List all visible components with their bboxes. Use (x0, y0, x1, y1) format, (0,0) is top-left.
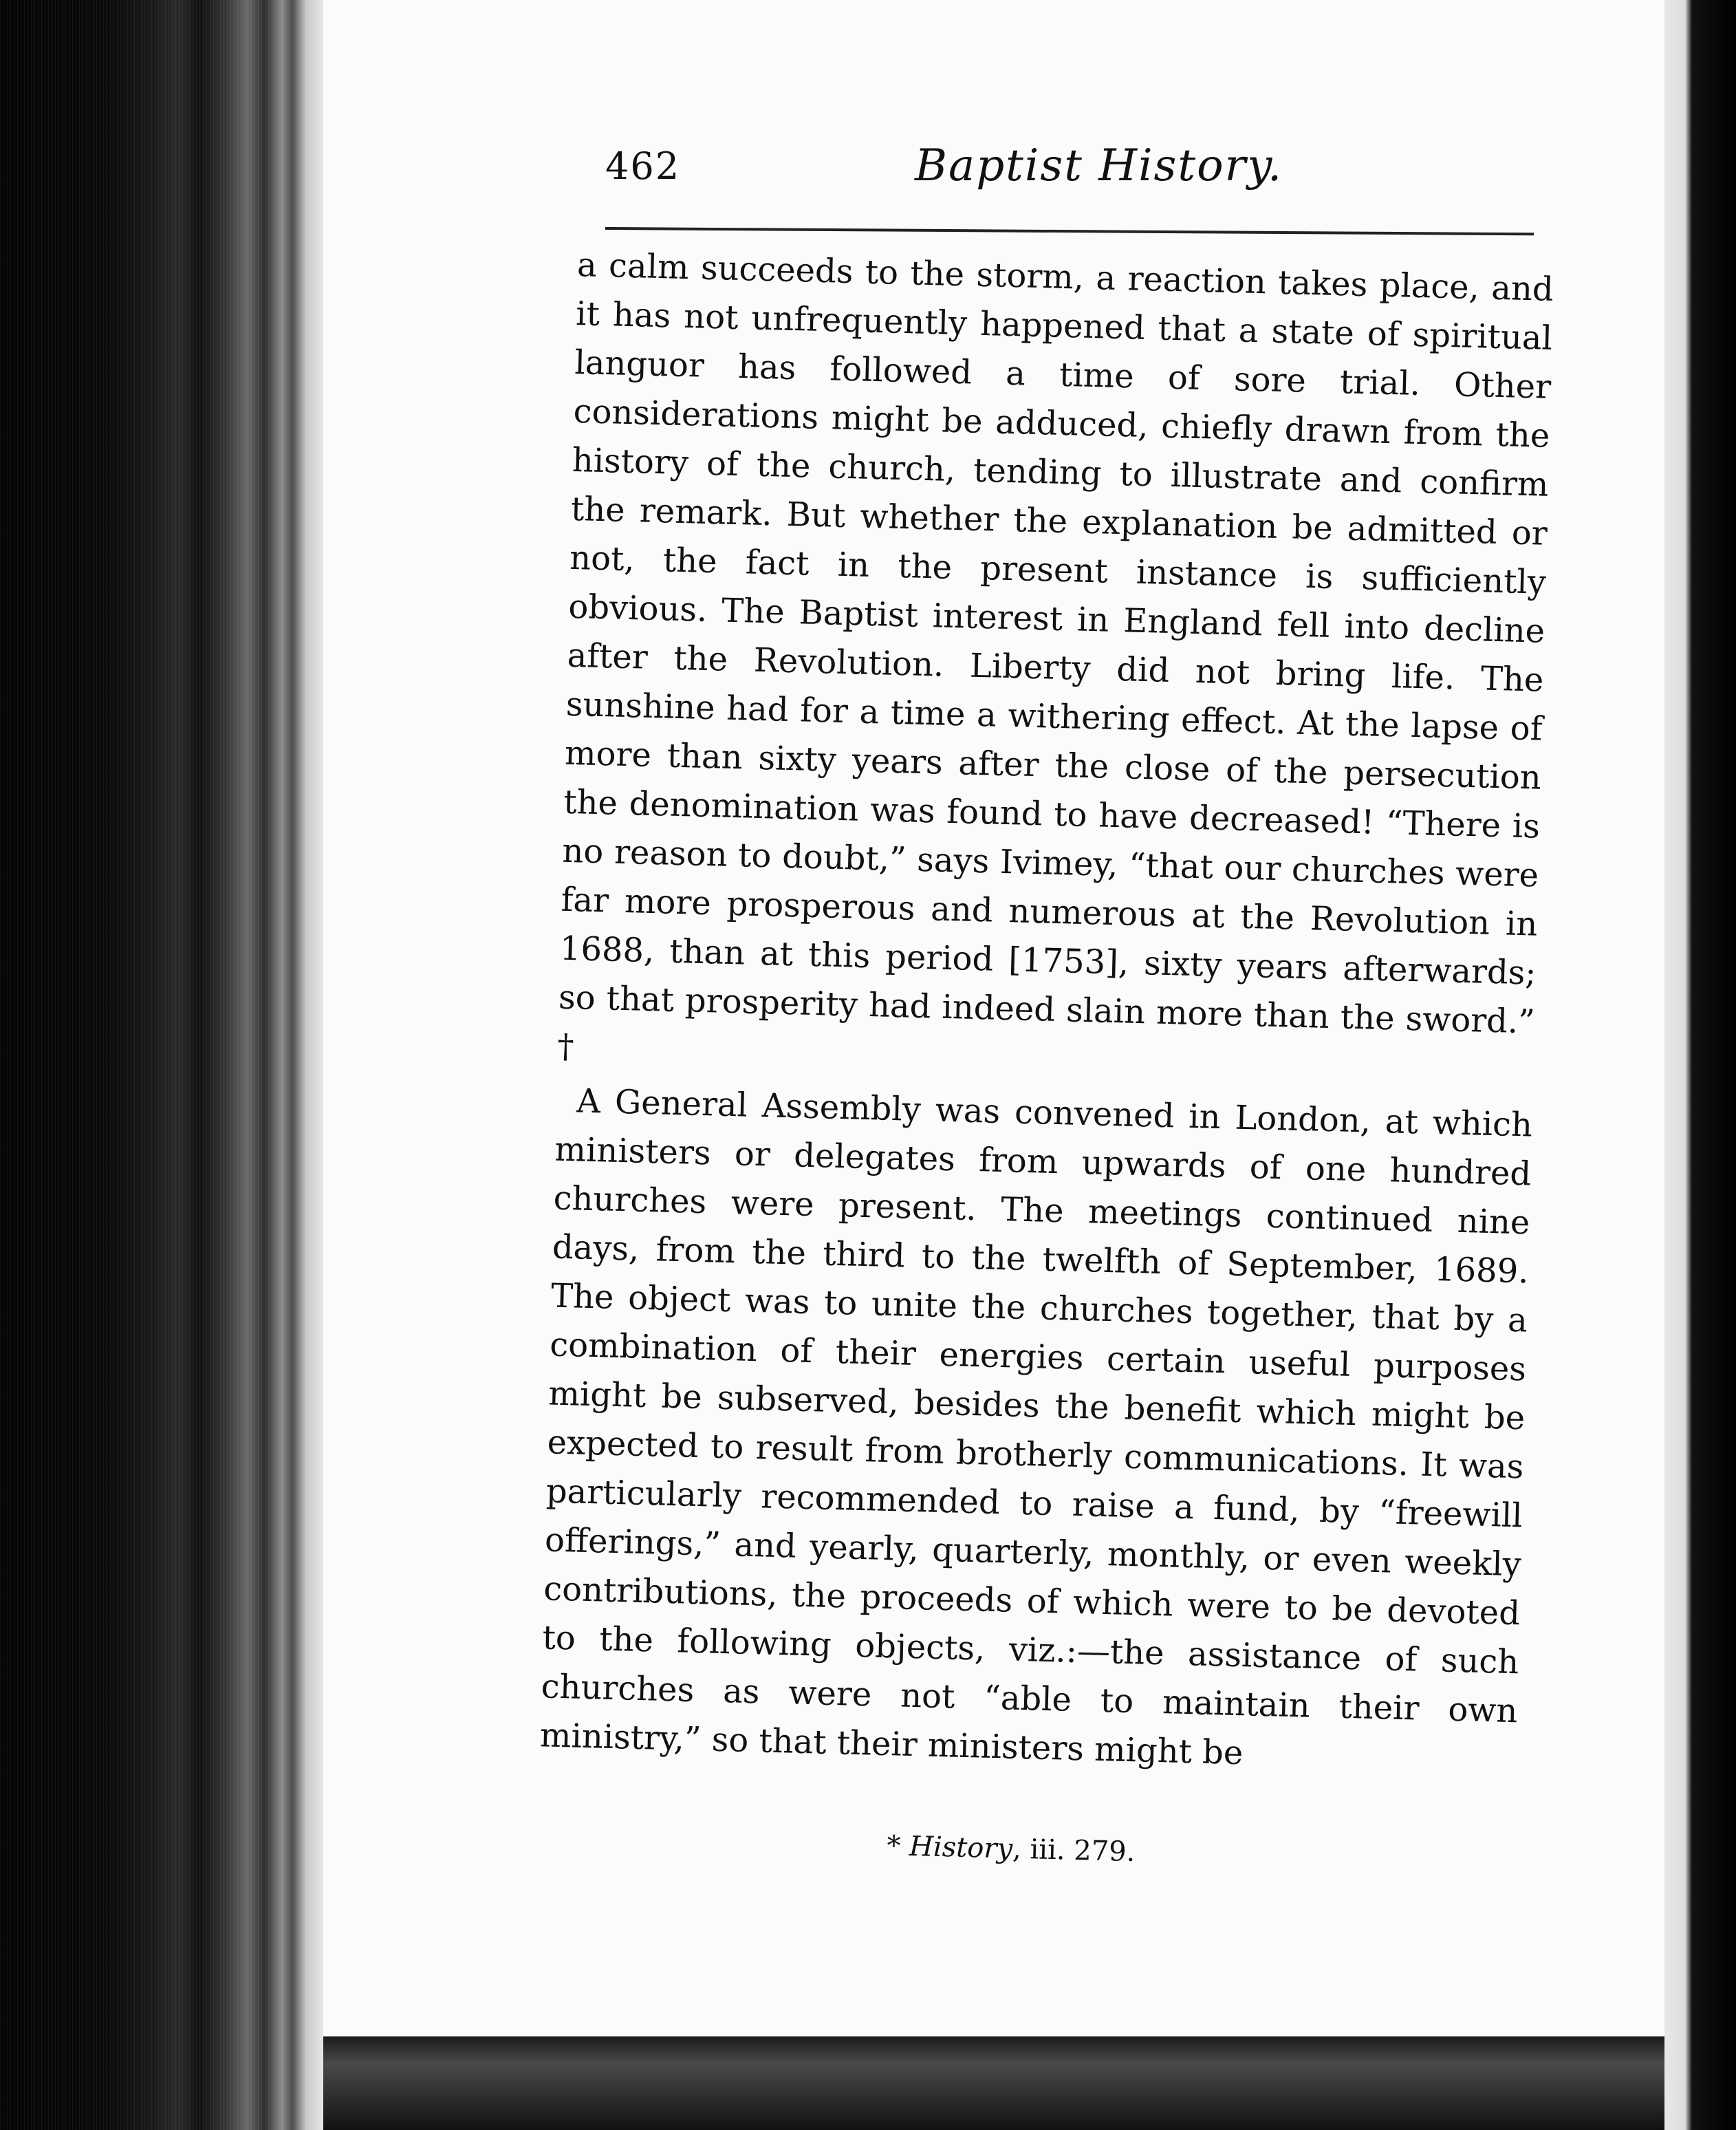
footnote-marker: * (886, 1830, 901, 1862)
footnote-title: History (909, 1830, 1013, 1865)
page-bottom-edge (323, 2036, 1664, 2130)
paragraph: A General Assembly was convened in London, at which ministers or delegates from upwards of one hundred churches were present. The meetings continued nine days, from the third to the twelfth of September, 1689. The object was to unite the churches together, that by a combination of their energies certain useful purposes might be subserved, besides the benefit which might be expected to result from brotherly communications. It was particularly recommended to raise a fund, by “freewill offerings,” and yearly, quarterly, monthly, or even weekly contributions, the proceeds of which were to be devoted to the following objects, viz.:—the assistance of such churches as were not “able to maintain their own ministry,” so that their ministers might be (539, 1082, 1533, 1773)
running-head: Baptist History. (915, 140, 1283, 191)
footnote-reference: , iii. 279. (1012, 1833, 1136, 1869)
paragraph: a calm succeeds to the storm, a reaction takes place, and it has not unfrequently happened that a state of spiritual languor has followed a time of sore trial. Other considerations might be adduced, chiefly drawn from the history of the church, tending to illustrate and confirm the remark. But whether the explanation be admitted or not, the fact in the present instance is sufficiently obvious. The Baptist interest in England fell into decline after the Revolution. Liberty did not bring life. The sunshine had for a time a withering effect. At the lapse of more than sixty years after the close of the persecution the denomination was found to have decreased! “There is no reason to doubt,” says Ivimey, “that our churches were far more prosperous and numerous at the Revolution in 1688, than at this period [1753], sixty years afterwards; so that prosperity had indeed slain more than the sword.” † (556, 245, 1554, 1066)
body-text (539, 241, 1554, 1790)
footnote (887, 1830, 1136, 1868)
page-header (605, 138, 1527, 213)
right-page-edge (1664, 0, 1736, 2130)
book-page-edges (0, 0, 323, 2130)
page-number: 462 (605, 144, 681, 188)
